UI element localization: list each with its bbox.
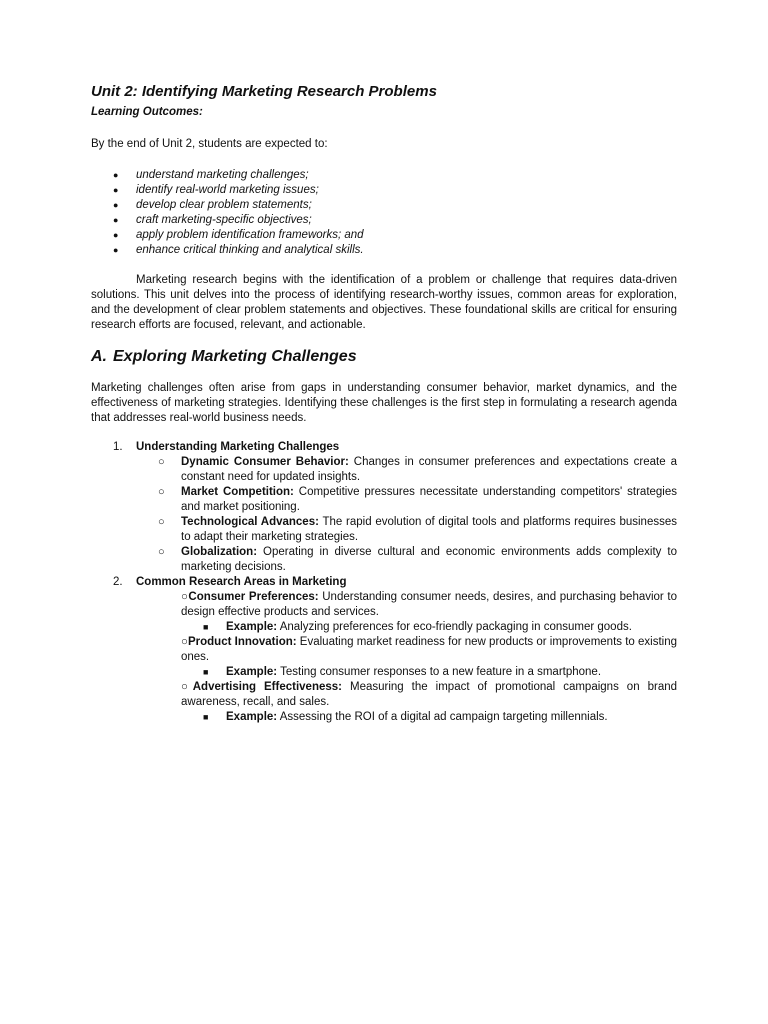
section-heading bbox=[91, 348, 677, 366]
list-item: ● enhance critical thinking and analytical skills. bbox=[113, 244, 364, 256]
bullet-icon: ● bbox=[113, 215, 119, 225]
circle-bullet-icon: ○ bbox=[158, 486, 165, 498]
bullet-icon: ● bbox=[113, 200, 119, 210]
sub-list bbox=[136, 455, 677, 575]
learning-outcomes-label: Learning Outcomes: bbox=[91, 106, 203, 118]
list-item: ● develop clear problem statements; bbox=[113, 199, 312, 211]
list-item: ● apply problem identification frameworks; and bbox=[113, 229, 364, 241]
circle-bullet-icon: ○ bbox=[181, 681, 193, 693]
list-item: ● craft marketing-specific objectives; bbox=[113, 214, 312, 226]
sub-item: ○Advertising Effectiveness: Measuring the impact of promotional campaigns on brand awareness, recall, and sales. ■ Example: Assessing the ROI of a digital ad campaign targeting millennials. bbox=[181, 681, 678, 723]
item-title: Common Research Areas in Marketing bbox=[136, 576, 347, 588]
item-number: 1. bbox=[113, 441, 123, 453]
sub-item: ○ Market Competition: Competitive pressures necessitate understanding competitors' strategies and market positioning. bbox=[158, 486, 678, 513]
numbered-item bbox=[91, 440, 677, 575]
list-item: ● understand marketing challenges; bbox=[113, 169, 309, 181]
circle-bullet-icon: ○ bbox=[158, 456, 165, 468]
item-title: Understanding Marketing Challenges bbox=[136, 441, 340, 453]
intro-text: By the end of Unit 2, students are expected to: bbox=[91, 138, 328, 150]
example-item: ■ Example: Analyzing preferences for eco-friendly packaging in consumer goods. bbox=[203, 621, 632, 633]
example-item: ■ Example: Assessing the ROI of a digital ad campaign targeting millennials. bbox=[203, 711, 608, 723]
bullet-icon: ● bbox=[113, 185, 119, 195]
sub-item: ○ Technological Advances: The rapid evolution of digital tools and platforms requires businesses to adapt their marketing strategies. bbox=[158, 516, 677, 543]
bullet-icon: ● bbox=[113, 245, 119, 255]
numbered-item bbox=[91, 575, 677, 725]
square-bullet-icon: ■ bbox=[203, 712, 209, 722]
circle-bullet-icon: ○ bbox=[181, 591, 189, 603]
sub-item: ○ Dynamic Consumer Behavior: Changes in consumer preferences and expectations create a constant need for updated insights. bbox=[158, 456, 677, 483]
intro-paragraph: Marketing research begins with the identification of a problem or challenge that requires data-driven solutions. This unit delves into the process of identifying research-worthy issues, common areas for exploration, and the development of clear problem statements and objectives. These foundational skills are critical for ensuring research efforts are focused, relevant, and actionable. bbox=[91, 274, 677, 331]
unit-title: Unit 2: Identifying Marketing Research Problems bbox=[91, 83, 437, 100]
square-bullet-icon: ■ bbox=[203, 622, 209, 632]
learning-outcomes-list bbox=[91, 168, 677, 258]
example-list bbox=[181, 710, 677, 725]
bullet-icon: ● bbox=[113, 170, 119, 180]
example-item: ■ Example: Testing consumer responses to a new feature in a smartphone. bbox=[203, 666, 602, 678]
numbered-list bbox=[91, 440, 677, 725]
item-number: 2. bbox=[113, 576, 123, 588]
sub-item: ○Consumer Preferences: Understanding consumer needs, desires, and purchasing behavior to design effective products and services. ■ Example: Analyzing preferences for eco-friendly packaging in consumer goods. bbox=[181, 591, 677, 633]
section-letter: A. bbox=[91, 348, 107, 365]
circle-bullet-icon: ○ bbox=[158, 546, 165, 558]
section-paragraph: Marketing challenges often arise from gaps in understanding consumer behavior, market dynamics, and the effectiveness of marketing strategies. Identifying these challenges is the first step in formulating a research agenda that addresses real-world business needs. bbox=[91, 382, 677, 424]
sub-item: ○ Globalization: Operating in diverse cultural and economic environments adds complexity to marketing decisions. bbox=[158, 546, 677, 573]
example-list bbox=[181, 665, 677, 680]
sub-item: ○Product Innovation: Evaluating market readiness for new products or improvements to existing ones. ■ Example: Testing consumer responses to a new feature in a smartphone. bbox=[181, 636, 677, 678]
square-bullet-icon: ■ bbox=[203, 667, 209, 677]
example-list bbox=[181, 620, 677, 635]
sub-list bbox=[136, 590, 677, 725]
circle-bullet-icon: ○ bbox=[181, 636, 188, 648]
bullet-icon: ● bbox=[113, 230, 119, 240]
circle-bullet-icon: ○ bbox=[158, 516, 165, 528]
section-title: Exploring Marketing Challenges bbox=[113, 348, 357, 365]
list-item: ● identify real-world marketing issues; bbox=[113, 184, 319, 196]
